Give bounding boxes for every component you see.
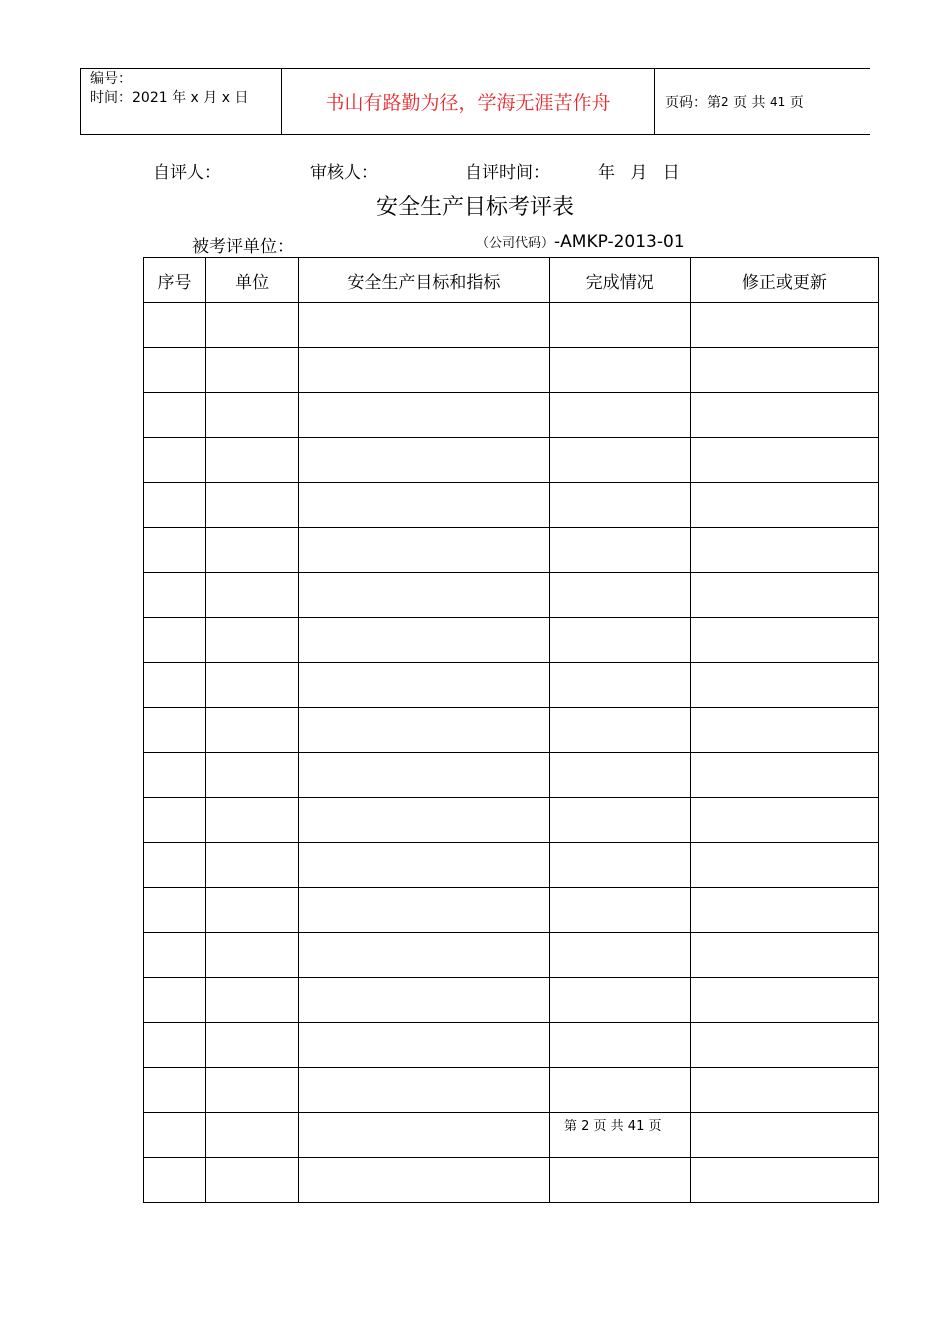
table-cell — [690, 1158, 878, 1203]
table-cell — [549, 798, 690, 843]
page-mid: 页 共 — [733, 94, 766, 111]
table-cell — [299, 1158, 549, 1203]
header-meta — [81, 69, 282, 134]
table-cell — [299, 843, 549, 888]
reviewer-label: 审核人： — [310, 163, 378, 183]
table-cell — [299, 1113, 549, 1158]
table-cell — [144, 1113, 206, 1158]
table-cell — [206, 1158, 299, 1203]
table-cell — [549, 573, 690, 618]
table-cell — [549, 753, 690, 798]
table-cell — [144, 708, 206, 753]
table-cell — [690, 978, 878, 1023]
table-cell — [690, 528, 878, 573]
table-cell — [144, 303, 206, 348]
table-cell — [299, 933, 549, 978]
table-cell — [206, 753, 299, 798]
table-row — [144, 888, 879, 933]
table-row — [144, 618, 879, 663]
table-cell — [144, 753, 206, 798]
table-cell — [549, 843, 690, 888]
table-cell — [299, 348, 549, 393]
company-code-value: -AMKP-2013-01 — [554, 232, 685, 252]
page-suffix: 页 — [789, 94, 804, 111]
table-cell — [549, 438, 690, 483]
table-cell — [206, 303, 299, 348]
table-row — [144, 663, 879, 708]
table-cell — [549, 708, 690, 753]
page-prefix: 页码：第 — [665, 94, 721, 111]
table-cell — [690, 798, 878, 843]
table-cell — [690, 618, 878, 663]
table-cell — [299, 438, 549, 483]
evaluator-label: 自评人： — [153, 163, 221, 183]
table-cell — [206, 798, 299, 843]
col-header-revision: 修正或更新 — [690, 258, 878, 303]
table-cell — [144, 978, 206, 1023]
table-cell — [690, 888, 878, 933]
doc-time-label: 时间：2021 年 x 月 x 日 — [90, 90, 249, 106]
company-code-paren: （公司代码） — [476, 236, 555, 251]
table-cell — [690, 753, 878, 798]
page-number: 2 — [721, 94, 729, 109]
col-header-completion: 完成情况 — [549, 258, 690, 303]
table-cell — [206, 933, 299, 978]
table-cell — [144, 348, 206, 393]
table-cell — [549, 888, 690, 933]
table-cell — [144, 438, 206, 483]
table-cell — [690, 393, 878, 438]
table-cell — [549, 348, 690, 393]
table-cell — [206, 573, 299, 618]
table-cell — [549, 303, 690, 348]
table-cell — [144, 1023, 206, 1068]
col-header-unit: 单位 — [206, 258, 299, 303]
table-cell — [144, 888, 206, 933]
table-cell — [690, 303, 878, 348]
table-cell — [144, 1158, 206, 1203]
table-cell — [206, 1023, 299, 1068]
table-cell — [690, 1113, 878, 1158]
table-header-row — [144, 258, 879, 303]
eval-time-label: 自评时间： — [465, 163, 550, 183]
table-cell — [549, 528, 690, 573]
evaluated-unit-label: 被考评单位： — [192, 237, 294, 257]
table-row — [144, 348, 879, 393]
table-cell — [144, 393, 206, 438]
table-cell — [206, 438, 299, 483]
page-total: 41 — [770, 94, 786, 109]
table-cell — [206, 888, 299, 933]
table-cell — [549, 1068, 690, 1113]
table-cell — [206, 528, 299, 573]
table-row — [144, 1068, 879, 1113]
page-footer: 第 2 页 共 41 页 — [564, 1119, 662, 1134]
table-cell — [549, 978, 690, 1023]
table-cell — [299, 618, 549, 663]
table-row — [144, 798, 879, 843]
table-cell — [206, 618, 299, 663]
table-cell — [299, 1068, 549, 1113]
document-header — [80, 68, 870, 135]
table-row — [144, 978, 879, 1023]
table-cell — [299, 573, 549, 618]
table-cell — [690, 573, 878, 618]
table-cell — [299, 708, 549, 753]
table-row — [144, 483, 879, 528]
evaluation-table — [143, 257, 879, 1203]
col-header-goal: 安全生产目标和指标 — [299, 258, 549, 303]
table-cell — [299, 798, 549, 843]
table-body — [144, 303, 879, 1203]
header-motto: 书山有路勤为径，学海无涯苦作舟 — [282, 69, 655, 134]
table-cell — [206, 348, 299, 393]
table-cell — [144, 483, 206, 528]
date-fields: 年 月 日 — [598, 163, 680, 183]
table-cell — [549, 1158, 690, 1203]
table-cell — [690, 663, 878, 708]
table-cell — [144, 1068, 206, 1113]
table-cell — [144, 573, 206, 618]
table-cell — [690, 933, 878, 978]
table-cell — [549, 483, 690, 528]
table-cell — [206, 393, 299, 438]
table-cell — [299, 753, 549, 798]
company-code — [476, 232, 685, 252]
table-cell — [206, 978, 299, 1023]
table-row — [144, 1158, 879, 1203]
doc-number-label: 编号： — [90, 71, 132, 87]
table-cell — [206, 663, 299, 708]
table-cell — [144, 663, 206, 708]
table-cell — [549, 663, 690, 708]
table-cell — [690, 708, 878, 753]
header-page-info — [655, 69, 871, 134]
table-cell — [299, 663, 549, 708]
table-cell — [299, 483, 549, 528]
table-cell — [206, 708, 299, 753]
table-cell — [690, 1068, 878, 1113]
table-cell — [144, 618, 206, 663]
table-row — [144, 1113, 879, 1158]
table-row — [144, 843, 879, 888]
table-cell — [144, 528, 206, 573]
table-cell — [144, 798, 206, 843]
table-cell — [299, 978, 549, 1023]
table-cell — [299, 1023, 549, 1068]
table-cell — [690, 438, 878, 483]
table-cell — [299, 393, 549, 438]
table-row — [144, 438, 879, 483]
table-cell — [299, 303, 549, 348]
table-cell — [549, 618, 690, 663]
table-cell — [299, 888, 549, 933]
table-cell — [144, 843, 206, 888]
table-cell — [690, 348, 878, 393]
table-cell — [206, 843, 299, 888]
table-cell — [206, 1068, 299, 1113]
table-cell — [206, 1113, 299, 1158]
table-cell — [144, 933, 206, 978]
page-title: 安全生产目标考评表 — [375, 195, 574, 220]
table-row — [144, 1023, 879, 1068]
table-cell — [206, 483, 299, 528]
table-cell — [690, 483, 878, 528]
table-row — [144, 933, 879, 978]
table-cell — [549, 933, 690, 978]
table-cell — [549, 1023, 690, 1068]
table-cell — [690, 1023, 878, 1068]
table-cell — [690, 843, 878, 888]
col-header-seq: 序号 — [144, 258, 206, 303]
table-cell — [549, 393, 690, 438]
table-row — [144, 708, 879, 753]
table-row — [144, 303, 879, 348]
table-row — [144, 528, 879, 573]
table-cell — [299, 528, 549, 573]
table-row — [144, 753, 879, 798]
table-row — [144, 393, 879, 438]
table-row — [144, 573, 879, 618]
